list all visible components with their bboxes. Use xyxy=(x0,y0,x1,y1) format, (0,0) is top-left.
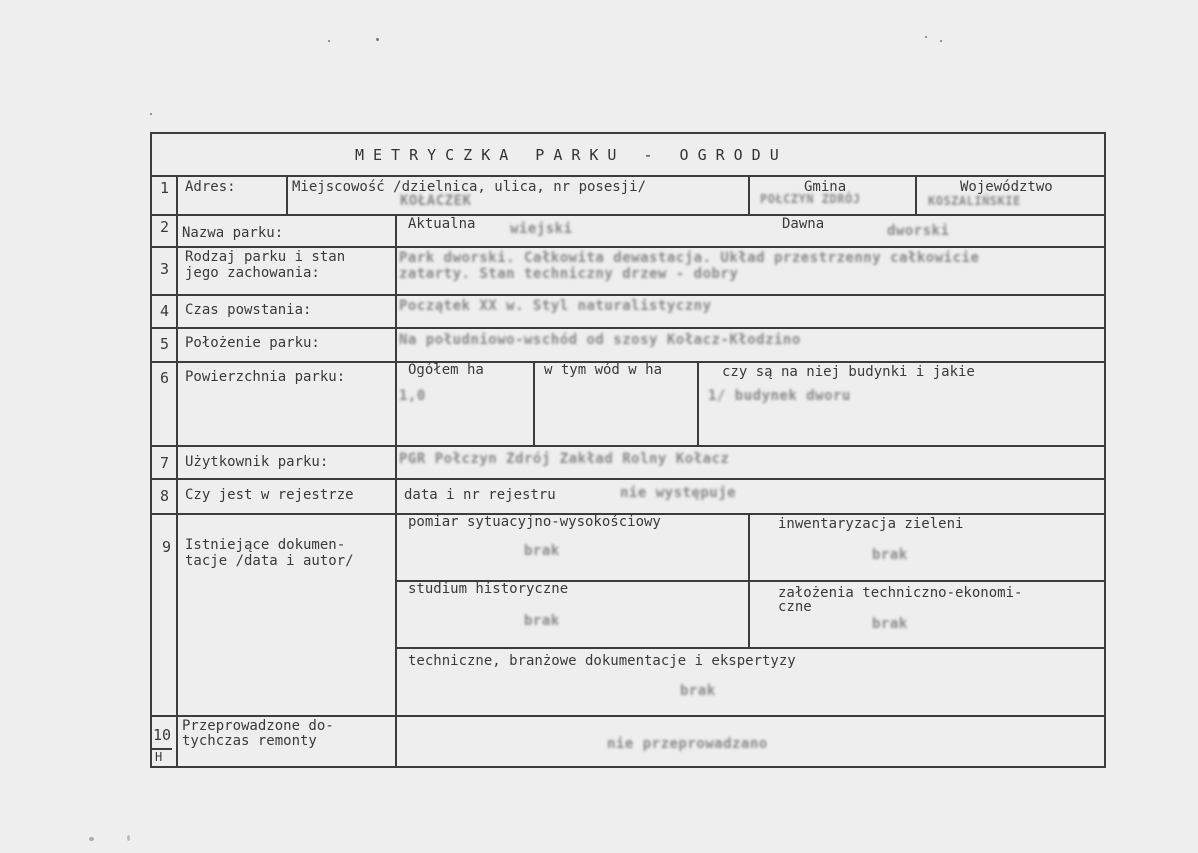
row-divider xyxy=(152,246,1104,248)
survey-label: pomiar sytuacyjno-wysokościowy xyxy=(408,514,661,530)
park-type-label: jego zachowania: xyxy=(185,265,320,281)
park-type-value: Park dworski. Całkowita dewastacja. Układ przestrzenny całkowicie xyxy=(399,250,980,266)
user-value: PGR Połczyn Zdrój Zakład Rolny Kołacz xyxy=(399,451,730,467)
park-type-label: Rodzaj parku i stan xyxy=(185,249,346,265)
documentation-label: Istniejące dokumen- xyxy=(185,537,346,553)
buildings-value: 1/ budynek dworu xyxy=(708,388,851,404)
row-number: 10 xyxy=(153,726,172,744)
row-number: 6 xyxy=(160,369,170,387)
row-number: 7 xyxy=(160,454,170,472)
row-divider xyxy=(152,294,1104,296)
tech-econ-label: czne xyxy=(778,599,812,615)
paper-speck xyxy=(89,837,94,841)
user-label: Użytkownik parku: xyxy=(185,454,329,470)
col-divider xyxy=(286,175,288,214)
current-name-label: Aktualna xyxy=(408,216,476,232)
inventory-value: brak xyxy=(872,547,908,563)
expertise-label: techniczne, branżowe dokumentacje i ekspertyzy xyxy=(408,653,796,669)
paper-speck xyxy=(925,36,927,38)
col-divider xyxy=(697,361,699,445)
creation-time-label: Czas powstania: xyxy=(185,302,312,318)
history-value: brak xyxy=(524,613,560,629)
registry-value: nie występuje xyxy=(620,485,737,501)
park-record-form xyxy=(150,132,1106,768)
documentation-label: tacje /data i autor/ xyxy=(185,553,354,569)
paper-speck xyxy=(376,38,379,41)
row-divider xyxy=(152,327,1104,329)
inventory-label: inwentaryzacja zieleni xyxy=(778,516,964,532)
repairs-label: Przeprowadzone do- xyxy=(182,718,334,734)
expertise-value: brak xyxy=(680,683,716,699)
park-name-label: Nazwa parku: xyxy=(182,225,284,241)
history-label: studium historyczne xyxy=(408,581,569,597)
row-number: 2 xyxy=(160,218,170,236)
tech-econ-label: założenia techniczno-ekonomi- xyxy=(778,585,1023,601)
location-value: Na południowo-wschód od szosy Kołacz-Kłodzino xyxy=(399,332,801,348)
total-area-label: Ogółem ha xyxy=(408,362,484,378)
voivodeship-value: KOSZALIŃSKIE xyxy=(928,194,1021,208)
row-divider xyxy=(152,715,1104,717)
row-divider xyxy=(152,445,1104,447)
paper-speck xyxy=(150,113,152,115)
voivodeship-label: Województwo xyxy=(960,179,1053,195)
municipality-value: POŁCZYN ZDRÓJ xyxy=(760,192,861,206)
row-number: 4 xyxy=(160,302,170,320)
row-divider xyxy=(152,478,1104,480)
municipality-label: Gmina xyxy=(804,179,847,195)
col-divider xyxy=(533,361,535,445)
row-number: 8 xyxy=(160,487,170,505)
col-divider xyxy=(176,175,178,766)
row-number: 9 xyxy=(162,538,172,556)
row-divider xyxy=(152,214,1104,216)
paper-speck xyxy=(940,40,942,42)
row-number: 1 xyxy=(160,179,170,197)
paper-speck xyxy=(127,835,130,841)
total-area-value: 1,0 xyxy=(399,388,426,404)
former-name-label: Dawna xyxy=(782,216,825,232)
locality-value: KOŁACZEK xyxy=(400,193,472,209)
buildings-label: czy są na niej budynki i jakie xyxy=(722,364,975,380)
row-number: H xyxy=(155,750,163,764)
row-number: 3 xyxy=(160,260,170,278)
address-label: Adres: xyxy=(185,179,236,195)
repairs-value: nie przeprowadzano xyxy=(607,736,768,752)
water-area-label: w tym wód w ha xyxy=(544,362,663,378)
location-label: Położenie parku: xyxy=(185,335,320,351)
creation-time-value: Początek XX w. Styl naturalistyczny xyxy=(399,298,712,314)
registry-date-label: data i nr rejestru xyxy=(404,487,556,503)
col-divider xyxy=(395,214,397,766)
locality-label: Miejscowość /dzielnica, ulica, nr posesji/ xyxy=(292,179,647,195)
form-title: METRYCZKA PARKU - OGRODU xyxy=(355,146,788,164)
repairs-label: tychczas remonty xyxy=(182,733,317,749)
former-name-value: dworski xyxy=(887,223,950,239)
park-type-value: zatarty. Stan techniczny drzew - dobry xyxy=(399,266,739,282)
registry-label: Czy jest w rejestrze xyxy=(185,487,354,503)
col-divider xyxy=(748,513,750,648)
col-divider xyxy=(748,175,750,214)
row-divider xyxy=(152,175,1104,177)
row-number: 5 xyxy=(160,335,170,353)
tech-econ-value: brak xyxy=(872,616,908,632)
current-name-value: wiejski xyxy=(510,221,573,237)
area-label: Powierzchnia parku: xyxy=(185,369,346,385)
survey-value: brak xyxy=(524,543,560,559)
col-divider xyxy=(915,175,917,214)
paper-speck xyxy=(328,40,330,42)
